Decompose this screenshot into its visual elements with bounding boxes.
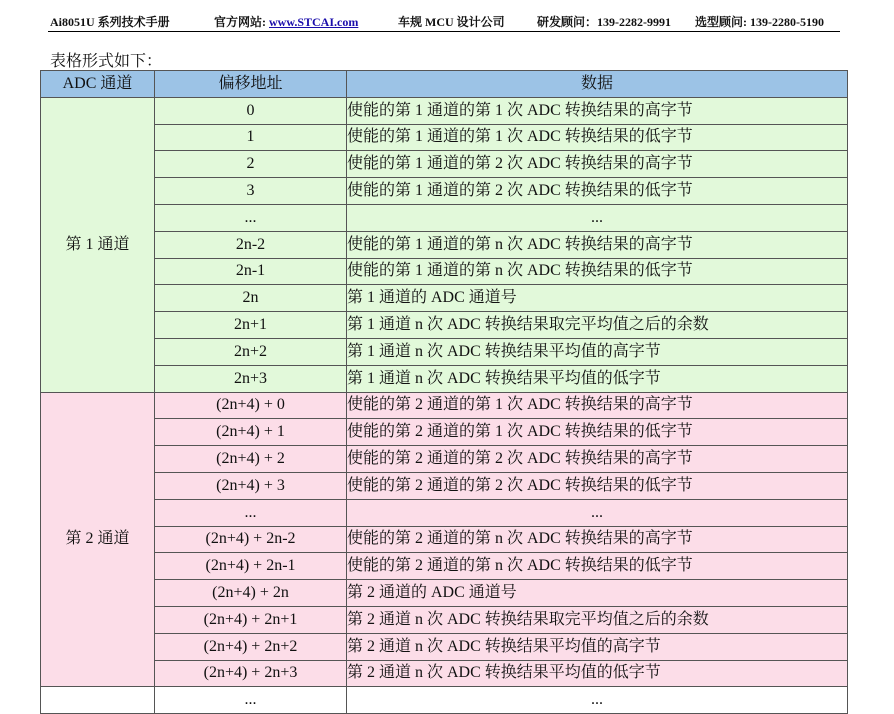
offset-cell: ... [155,499,347,526]
table-row [41,312,848,339]
table-row [41,231,848,258]
intro-text: 表格形式如下： [50,53,163,70]
table-row [41,687,848,714]
table-row [41,472,848,499]
manual-title: Ai8051U 系列技术手册 [50,15,170,29]
data-cell: 第 1 通道的 ADC 通道号 [347,285,848,312]
data-cell: 第 1 通道 n 次 ADC 转换结果取完平均值之后的余数 [347,312,848,339]
data-cell: ... [347,499,848,526]
column-header-data: 数据 [347,71,848,98]
offset-cell: (2n+4) + 2n+3 [155,660,347,687]
data-cell: 第 1 通道 n 次 ADC 转换结果平均值的低字节 [347,365,848,392]
data-cell: 使能的第 1 通道的第 n 次 ADC 转换结果的低字节 [347,258,848,285]
offset-cell: (2n+4) + 2n+1 [155,606,347,633]
company-tagline: 车规 MCU 设计公司 [398,15,505,29]
offset-cell: 2n+2 [155,338,347,365]
table-row [41,606,848,633]
data-cell: 使能的第 2 通道的第 n 次 ADC 转换结果的高字节 [347,526,848,553]
data-cell: 第 2 通道 n 次 ADC 转换结果取完平均值之后的余数 [347,606,848,633]
data-cell: 第 1 通道 n 次 ADC 转换结果平均值的高字节 [347,338,848,365]
column-header-channel: ADC 通道 [41,71,155,98]
offset-cell: 2n+1 [155,312,347,339]
table-row [41,499,848,526]
sales-contact: 选型顾问: 139-2280-5190 [695,15,824,29]
data-cell: 使能的第 2 通道的第 1 次 ADC 转换结果的低字节 [347,419,848,446]
data-cell: 使能的第 1 通道的第 1 次 ADC 转换结果的高字节 [347,97,848,124]
website [214,13,358,30]
data-cell: 使能的第 1 通道的第 n 次 ADC 转换结果的高字节 [347,231,848,258]
offset-cell: (2n+4) + 2n+2 [155,633,347,660]
data-cell: 第 2 通道 n 次 ADC 转换结果平均值的高字节 [347,633,848,660]
table-row [41,580,848,607]
table-row [41,365,848,392]
adc-buffer-table [40,70,848,714]
offset-cell: (2n+4) + 2n [155,580,347,607]
offset-cell: (2n+4) + 2n-2 [155,526,347,553]
offset-cell: ... [155,687,347,714]
channel-cell [41,687,155,714]
data-cell: 使能的第 1 通道的第 2 次 ADC 转换结果的低字节 [347,178,848,205]
data-cell: 使能的第 2 通道的第 1 次 ADC 转换结果的高字节 [347,392,848,419]
data-cell: 使能的第 1 通道的第 1 次 ADC 转换结果的低字节 [347,124,848,151]
data-cell: 使能的第 2 通道的第 n 次 ADC 转换结果的低字节 [347,553,848,580]
offset-cell: 2n-1 [155,258,347,285]
table-row [41,285,848,312]
table-row [41,660,848,687]
table-row [41,392,848,419]
table-body [41,97,848,713]
table-row [41,553,848,580]
page-header [48,11,840,32]
data-cell: ... [347,687,848,714]
offset-cell: (2n+4) + 3 [155,472,347,499]
data-cell: 使能的第 1 通道的第 2 次 ADC 转换结果的高字节 [347,151,848,178]
table-header-row [41,71,848,98]
offset-cell: (2n+4) + 0 [155,392,347,419]
offset-cell: 3 [155,178,347,205]
offset-cell: ... [155,204,347,231]
offset-cell: 1 [155,124,347,151]
table-row [41,97,848,124]
table-row [41,338,848,365]
table-row [41,526,848,553]
column-header-offset: 偏移地址 [155,71,347,98]
offset-cell: 0 [155,97,347,124]
table-row [41,204,848,231]
offset-cell: (2n+4) + 1 [155,419,347,446]
offset-cell: 2n-2 [155,231,347,258]
website-label: 官方网站: [214,15,269,29]
table-row [41,446,848,473]
offset-cell: 2 [155,151,347,178]
offset-cell: (2n+4) + 2 [155,446,347,473]
channel-cell: 第 1 通道 [41,97,155,392]
offset-cell: 2n+3 [155,365,347,392]
data-cell: 第 2 通道 n 次 ADC 转换结果平均值的低字节 [347,660,848,687]
table-row [41,633,848,660]
data-cell: 使能的第 2 通道的第 2 次 ADC 转换结果的高字节 [347,446,848,473]
table-row [41,419,848,446]
table-row [41,151,848,178]
website-link[interactable]: www.STCAI.com [269,15,359,29]
data-cell: 使能的第 2 通道的第 2 次 ADC 转换结果的低字节 [347,472,848,499]
channel-cell: 第 2 通道 [41,392,155,687]
data-cell: 第 2 通道的 ADC 通道号 [347,580,848,607]
table-row [41,178,848,205]
offset-cell: (2n+4) + 2n-1 [155,553,347,580]
data-cell: ... [347,204,848,231]
rd-contact: 研发顾问：139-2282-9991 [537,15,671,29]
table-row [41,258,848,285]
offset-cell: 2n [155,285,347,312]
table-row [41,124,848,151]
